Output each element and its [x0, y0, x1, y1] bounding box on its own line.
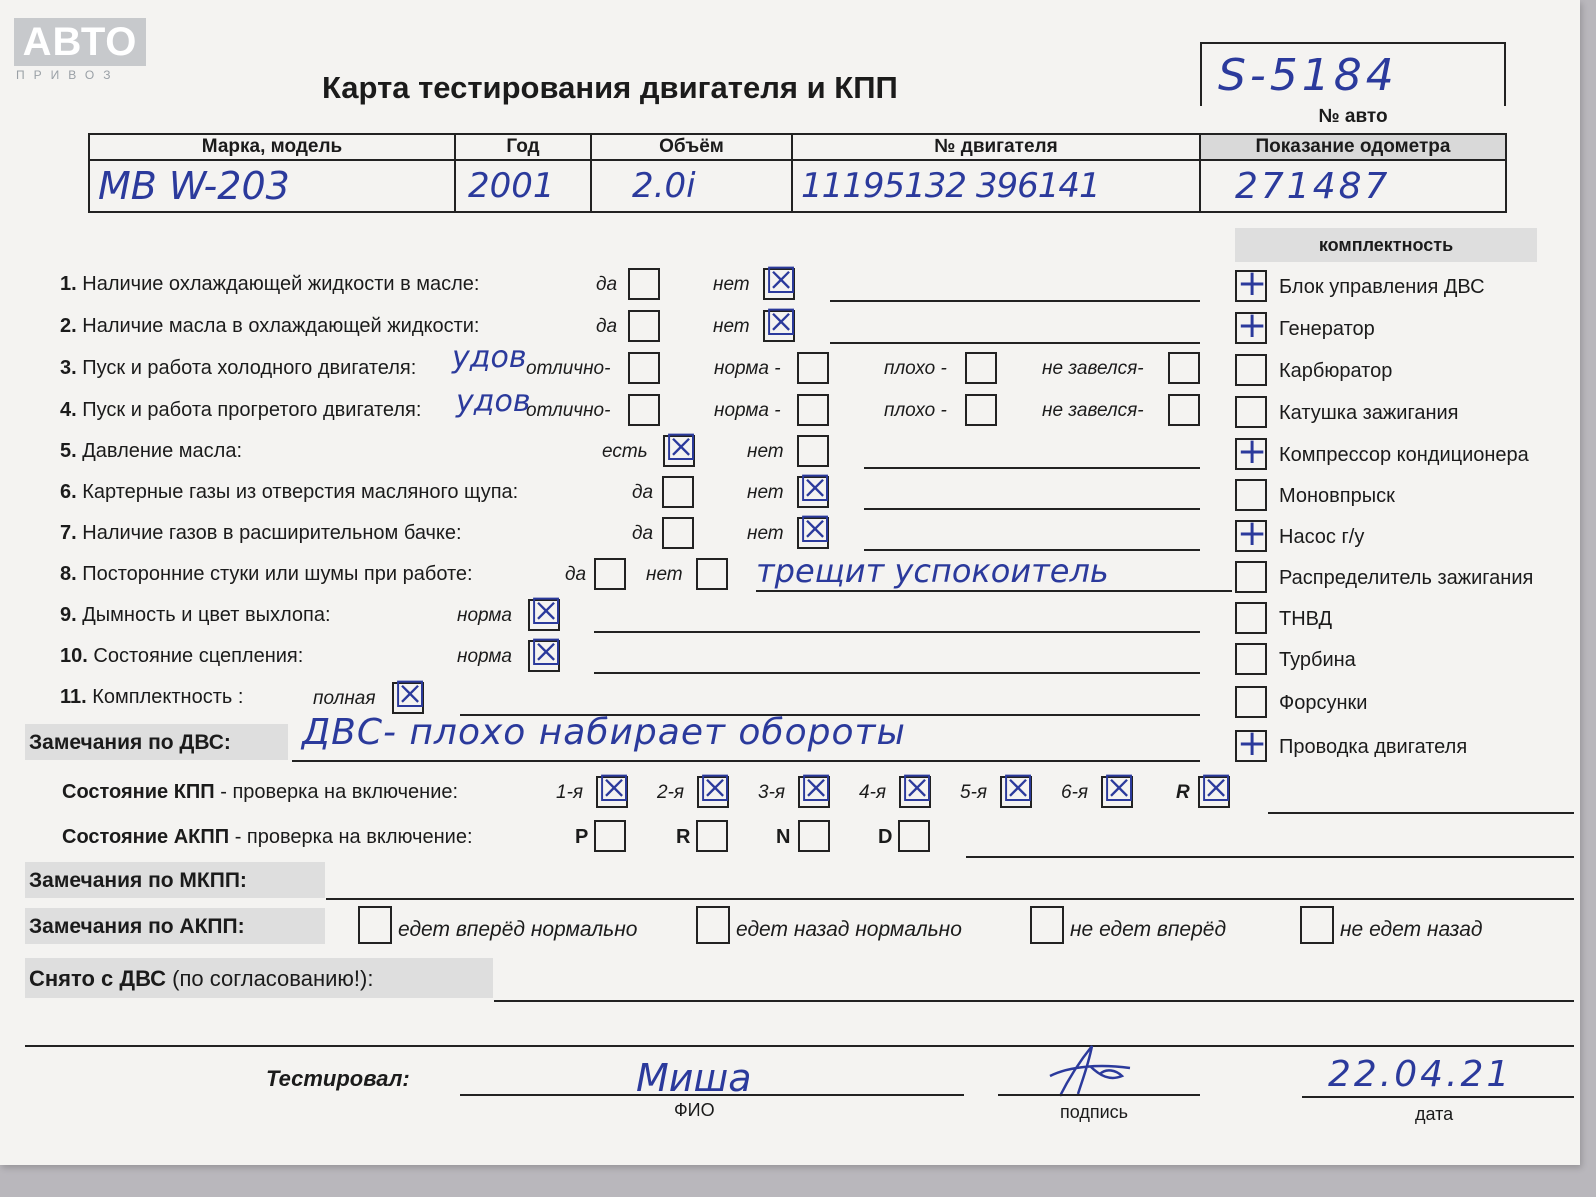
- checkbox-no[interactable]: [797, 469, 832, 510]
- signature-line: [998, 1094, 1200, 1096]
- akpp-remark-checkbox[interactable]: [1030, 906, 1064, 944]
- option-label: норма: [457, 605, 512, 626]
- akpp-gear-label: D: [878, 826, 893, 848]
- mkpp-remarks-label: Замечания по МКПП:: [29, 869, 247, 892]
- item-number: 2.: [60, 315, 77, 337]
- checkbox-excellent[interactable]: [628, 394, 660, 426]
- volume-value: 2.0i: [591, 160, 792, 212]
- option-label: нет: [713, 274, 750, 295]
- akpp-remark-option: едет вперёд нормально: [398, 918, 638, 941]
- item-label: Комплектность :: [92, 686, 244, 708]
- avto-privoz-logo: [14, 18, 146, 66]
- check-mark: ☒: [598, 769, 631, 810]
- item-number: 6.: [60, 481, 77, 503]
- kit-checkbox[interactable]: [1235, 479, 1267, 511]
- kit-item-label: Моновпрыск: [1279, 485, 1395, 507]
- check-mark: ☒: [394, 675, 427, 716]
- handwritten-note: удов: [452, 340, 527, 375]
- logo-text: АВТО: [22, 20, 138, 64]
- checkbox-normal[interactable]: [528, 633, 563, 674]
- checkbox-no[interactable]: [797, 435, 829, 467]
- item-number: 5.: [60, 440, 77, 462]
- tester-name: Миша: [636, 1056, 752, 1100]
- col-odometer: Показание одометра: [1200, 134, 1506, 160]
- akpp-label: [62, 826, 473, 849]
- col-model: Марка, модель: [89, 134, 455, 160]
- item-label: Состояние сцепления:: [93, 645, 304, 667]
- item-label: Посторонние стуки или шумы при работе:: [82, 563, 473, 585]
- kit-checkbox[interactable]: [1235, 723, 1268, 764]
- checkbox-normal[interactable]: [797, 352, 829, 384]
- note-line: [594, 631, 1200, 633]
- kit-item-label: Турбина: [1279, 649, 1356, 671]
- option-label: не завелся-: [1042, 400, 1144, 421]
- item-row: [60, 604, 331, 627]
- item-row: [60, 357, 416, 380]
- kit-checkbox[interactable]: [1235, 561, 1267, 593]
- gear-label: 4-я: [859, 782, 887, 803]
- item-label: Дымность и цвет выхлопа:: [82, 604, 331, 626]
- gear-checkbox[interactable]: [596, 769, 631, 810]
- kit-item-label: Генератор: [1279, 318, 1375, 340]
- gear-label: 2-я: [657, 782, 685, 803]
- checkbox-bad[interactable]: [965, 352, 997, 384]
- item-label: Наличие охлаждающей жидкости в масле:: [82, 273, 480, 295]
- option-label: нет: [747, 523, 784, 544]
- car-number-value: S-5184: [1218, 50, 1398, 101]
- removed-label: [29, 966, 373, 992]
- check-mark: ☒: [799, 469, 832, 510]
- kit-item-label: Катушка зажигания: [1279, 402, 1459, 424]
- item-row: [60, 440, 242, 463]
- akpp-gear-label: N: [776, 826, 791, 848]
- plus-mark: +: [1237, 431, 1268, 472]
- option-label: отлично-: [526, 358, 611, 379]
- kit-checkbox[interactable]: [1235, 602, 1267, 634]
- gear-label: 1-я: [556, 782, 584, 803]
- gear-label: 5-я: [960, 782, 988, 803]
- note-line: [292, 760, 1200, 762]
- check-mark: ☒: [765, 261, 798, 302]
- akpp-checkbox[interactable]: [594, 820, 626, 852]
- checkbox-no[interactable]: [763, 261, 798, 302]
- gear-checkbox[interactable]: [1000, 769, 1035, 810]
- engine-number-value: 11195132 396141: [792, 160, 1200, 212]
- akpp-remarks-label: Замечания по АКПП:: [29, 915, 245, 938]
- akpp-remark-option: не едет вперёд: [1070, 918, 1227, 941]
- year-value: 2001: [455, 160, 591, 212]
- check-mark: ☒: [530, 592, 563, 633]
- akpp-checkbox[interactable]: [798, 820, 830, 852]
- checkbox-no-start[interactable]: [1168, 394, 1200, 426]
- tested-by-label: Тестировал:: [266, 1066, 410, 1091]
- checkbox-yes[interactable]: [628, 268, 660, 300]
- item-label: Картерные газы из отверстия масляного щупа:: [82, 481, 519, 503]
- checkbox-no[interactable]: [797, 510, 832, 551]
- kit-checkbox[interactable]: [1235, 431, 1268, 472]
- plus-mark: +: [1237, 513, 1268, 554]
- check-mark: ☒: [665, 428, 698, 469]
- note-line: [1268, 812, 1574, 814]
- handwritten-note: удов: [456, 384, 531, 419]
- col-year: Год: [455, 134, 591, 160]
- gear-checkbox[interactable]: [697, 769, 732, 810]
- item-number: 1.: [60, 273, 77, 295]
- item-label: Пуск и работа холодного двигателя:: [82, 357, 417, 379]
- check-mark: ☒: [800, 769, 833, 810]
- remarks-dvs-label: Замечания по ДВС:: [29, 731, 231, 754]
- kit-item-label: Распределитель зажигания: [1279, 567, 1534, 589]
- kpp-label-rest: - проверка на включение:: [214, 781, 459, 803]
- check-mark: ☒: [799, 510, 832, 551]
- check-mark: ☒: [1200, 769, 1233, 810]
- gear-label: 3-я: [758, 782, 786, 803]
- kit-item-label: Блок управления ДВС: [1279, 276, 1485, 298]
- vehicle-header-table: [88, 133, 1507, 213]
- akpp-label-rest: - проверка на включение:: [229, 826, 473, 848]
- kit-item-label: Карбюратор: [1279, 360, 1393, 382]
- item-row: [60, 522, 462, 545]
- checkbox-excellent[interactable]: [628, 352, 660, 384]
- gear-checkbox[interactable]: [1198, 769, 1233, 810]
- kpp-label-bold: Состояние КПП: [62, 781, 215, 803]
- removed-label-rest: (по согласованию!):: [166, 966, 374, 991]
- note-line: [864, 549, 1200, 551]
- option-label: норма -: [714, 400, 781, 421]
- test-date: 22.04.21: [1328, 1054, 1513, 1095]
- option-label: плохо -: [884, 358, 947, 379]
- kit-item-label: Насос г/у: [1279, 526, 1365, 548]
- gear-checkbox[interactable]: [899, 769, 934, 810]
- akpp-remark-option: не едет назад: [1340, 918, 1483, 941]
- item-row: [60, 563, 473, 586]
- akpp-remark-checkbox[interactable]: [696, 906, 730, 944]
- gear-checkbox[interactable]: [798, 769, 833, 810]
- akpp-label-bold: Состояние АКПП: [62, 826, 230, 848]
- kit-checkbox[interactable]: [1235, 686, 1267, 718]
- checkbox-yes[interactable]: [594, 558, 626, 590]
- check-mark: ☒: [699, 769, 732, 810]
- item-number: 8.: [60, 563, 77, 585]
- model-value: MB W-203: [89, 160, 455, 212]
- checkbox-full[interactable]: [392, 675, 427, 716]
- note-line: [864, 467, 1200, 469]
- item-number: 7.: [60, 522, 77, 544]
- date-caption: дата: [1415, 1104, 1454, 1124]
- plus-mark: +: [1237, 305, 1268, 346]
- item-label: Наличие газов в расширительном бачке:: [82, 522, 462, 544]
- note-line: [494, 1000, 1574, 1002]
- plus-mark: +: [1237, 723, 1268, 764]
- option-label: нет: [646, 564, 683, 585]
- note-line: [594, 672, 1200, 674]
- page-title: Карта тестирования двигателя и КПП: [322, 70, 898, 105]
- check-mark: ☒: [765, 303, 798, 344]
- note-line: [830, 300, 1200, 302]
- kit-checkbox[interactable]: [1235, 305, 1268, 346]
- kpp-label: [62, 781, 458, 804]
- kit-title: комплектность: [1318, 235, 1454, 255]
- logo-subtitle: ПРИВОЗ: [16, 68, 120, 82]
- note-line: [326, 898, 1574, 900]
- item-row: [60, 645, 303, 668]
- kit-item-label: Форсунки: [1279, 692, 1368, 714]
- note-line: [756, 590, 1232, 592]
- option-label: да: [596, 316, 618, 337]
- removed-label-bold: Снято с ДВС: [29, 966, 167, 991]
- checkbox-yes[interactable]: [662, 517, 694, 549]
- akpp-checkbox[interactable]: [696, 820, 728, 852]
- option-label: да: [632, 482, 654, 503]
- akpp-gear-label: R: [676, 826, 691, 848]
- fio-caption: ФИО: [674, 1100, 715, 1120]
- note-line: [864, 508, 1200, 510]
- kit-checkbox[interactable]: [1235, 513, 1268, 554]
- option-label: нет: [747, 441, 784, 462]
- option-label: полная: [313, 688, 376, 709]
- item-number: 10.: [60, 645, 88, 667]
- note-line: [830, 342, 1200, 344]
- signature-caption: подпись: [1060, 1102, 1129, 1122]
- option-label: норма -: [714, 358, 781, 379]
- kit-checkbox[interactable]: [1235, 396, 1267, 428]
- item-row: [60, 481, 518, 504]
- col-volume: Объём: [591, 134, 792, 160]
- checkbox-yes[interactable]: [628, 310, 660, 342]
- item-row: [60, 399, 421, 422]
- remarks-dvs-text: ДВС- плохо набирает обороты: [302, 712, 906, 753]
- option-label: да: [565, 564, 587, 585]
- item-label: Давление масла:: [82, 440, 242, 462]
- option-label: норма: [457, 646, 512, 667]
- option-label: нет: [747, 482, 784, 503]
- fio-line: [460, 1094, 964, 1096]
- odometer-value: 271487: [1200, 160, 1506, 212]
- checkbox-yes[interactable]: [662, 476, 694, 508]
- checkbox-no-start[interactable]: [1168, 352, 1200, 384]
- check-mark: ☒: [1103, 769, 1136, 810]
- check-mark: ☒: [901, 769, 934, 810]
- check-mark: ☒: [530, 633, 563, 674]
- akpp-remark-checkbox[interactable]: [1300, 906, 1334, 944]
- akpp-gear-label: P: [575, 826, 589, 848]
- car-number-label: № авто: [1318, 106, 1388, 127]
- gear-label: R: [1176, 782, 1190, 803]
- check-mark: ☒: [1002, 769, 1035, 810]
- kit-checkbox[interactable]: [1235, 263, 1268, 304]
- checkbox-normal[interactable]: [797, 394, 829, 426]
- item-number: 9.: [60, 604, 77, 626]
- checkbox-no[interactable]: [763, 303, 798, 344]
- gear-label: 6-я: [1061, 782, 1089, 803]
- item-label: Пуск и работа прогретого двигателя:: [82, 399, 422, 421]
- option-label: да: [632, 523, 654, 544]
- option-label: плохо -: [884, 400, 947, 421]
- option-label: да: [596, 274, 618, 295]
- checkbox-no[interactable]: [696, 558, 728, 590]
- option-label: отлично-: [526, 400, 611, 421]
- note-line: [25, 1045, 1574, 1047]
- option-label: нет: [713, 316, 750, 337]
- checkbox-bad[interactable]: [965, 394, 997, 426]
- item-number: 3.: [60, 357, 77, 379]
- item-number: 11.: [60, 686, 87, 708]
- option-label: не завелся-: [1042, 358, 1144, 379]
- checkbox-normal[interactable]: [528, 592, 563, 633]
- akpp-checkbox[interactable]: [898, 820, 930, 852]
- akpp-remark-checkbox[interactable]: [358, 906, 392, 944]
- gear-checkbox[interactable]: [1101, 769, 1136, 810]
- item-row: [60, 315, 480, 338]
- date-line: [1302, 1096, 1574, 1098]
- item-row: [60, 686, 243, 709]
- plus-mark: +: [1237, 263, 1268, 304]
- checkbox-yes[interactable]: [663, 428, 698, 469]
- item-number: 4.: [60, 399, 77, 421]
- item-row: [60, 273, 480, 296]
- kit-checkbox[interactable]: [1235, 354, 1267, 386]
- kit-item-label: ТНВД: [1279, 608, 1333, 630]
- akpp-remark-option: едет назад нормально: [736, 918, 962, 941]
- kit-checkbox[interactable]: [1235, 643, 1267, 675]
- handwritten-note: трещит успокоитель: [756, 552, 1109, 590]
- note-line: [966, 856, 1574, 858]
- option-label: есть: [602, 441, 648, 462]
- item-label: Наличие масла в охлаждающей жидкости:: [82, 315, 480, 337]
- kit-item-label: Проводка двигателя: [1279, 736, 1468, 758]
- col-engine-number: № двигателя: [792, 134, 1200, 160]
- kit-item-label: Компрессор кондиционера: [1279, 444, 1529, 466]
